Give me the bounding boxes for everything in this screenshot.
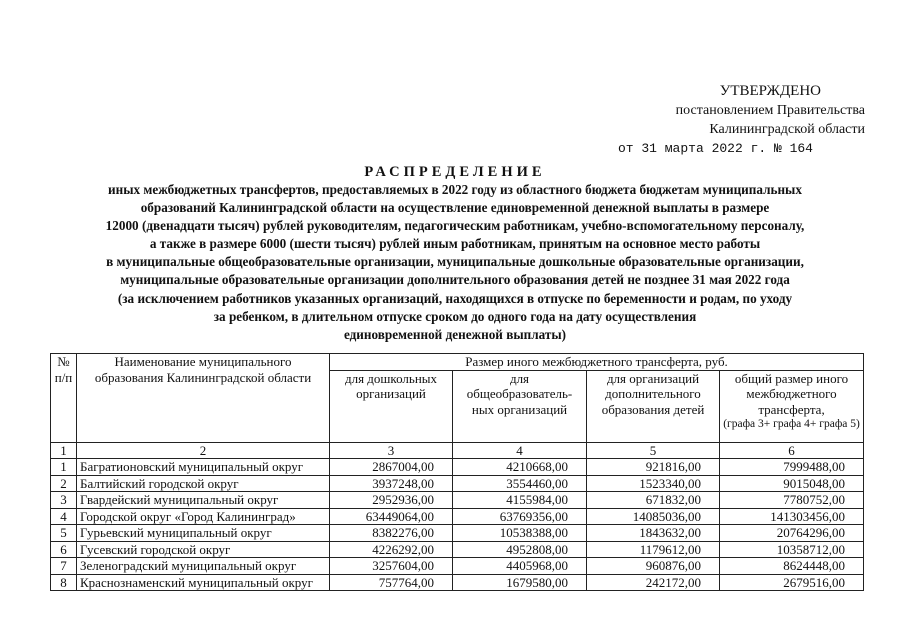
row-number: 6 — [51, 541, 77, 558]
preschool-amount: 4226292,00 — [330, 541, 453, 558]
heading-line: в муниципальные общеобразовательные организации, муниципальные дошкольные образовательные организации, — [106, 254, 804, 270]
preschool-amount: 3937248,00 — [330, 475, 453, 492]
table-row — [51, 508, 864, 525]
table-row — [51, 525, 864, 542]
table-row — [51, 541, 864, 558]
general-amount: 4155984,00 — [453, 492, 587, 509]
table-row — [51, 492, 864, 509]
approval-date: от 31 марта 2022 г. № 164 — [617, 141, 813, 156]
preschool-amount: 2867004,00 — [330, 459, 453, 476]
total-amount: 8624448,00 — [720, 558, 864, 575]
header-preschool: для дошкольных организаций — [330, 370, 453, 442]
additional-amount: 671832,00 — [587, 492, 720, 509]
header-general: для общеобразователь-ных организаций — [453, 370, 587, 442]
general-amount: 1679580,00 — [453, 574, 587, 591]
municipality-name: Гурьевский муниципальный округ — [77, 525, 330, 542]
header-num: № п/п — [51, 354, 77, 443]
heading-line: а также в размере 6000 (шести тысяч) рублей иным работникам, принятым на основное место работы — [149, 236, 761, 252]
row-number: 4 — [51, 508, 77, 525]
municipality-name: Багратионовский муниципальный округ — [77, 459, 330, 476]
municipality-name: Зеленоградский муниципальный округ — [77, 558, 330, 575]
header-total — [720, 370, 864, 442]
municipality-name: Городской округ «Город Калининград» — [77, 508, 330, 525]
distribution-table — [50, 353, 864, 591]
table-row — [51, 558, 864, 575]
total-amount: 20764296,00 — [720, 525, 864, 542]
row-number: 7 — [51, 558, 77, 575]
index-cell: 3 — [330, 442, 453, 459]
preschool-amount: 3257604,00 — [330, 558, 453, 575]
additional-amount: 1843632,00 — [587, 525, 720, 542]
general-amount: 63769356,00 — [453, 508, 587, 525]
general-amount: 4210668,00 — [453, 459, 587, 476]
index-cell: 5 — [587, 442, 720, 459]
index-cell: 1 — [51, 442, 77, 459]
table-row — [51, 574, 864, 591]
table-row — [51, 475, 864, 492]
additional-amount: 921816,00 — [587, 459, 720, 476]
additional-amount: 1179612,00 — [587, 541, 720, 558]
additional-amount: 1523340,00 — [587, 475, 720, 492]
municipality-name: Балтийский городской округ — [77, 475, 330, 492]
heading-line: 12000 (двенадцати тысяч) рублей руководителям, педагогическим работникам, учебно-вспомогательному персоналу, — [105, 218, 805, 234]
general-amount: 4405968,00 — [453, 558, 587, 575]
header-total-label: общий размер иного межбюджетного трансферта, — [734, 370, 849, 417]
total-amount: 141303456,00 — [720, 508, 864, 525]
heading-line: единовременной денежной выплаты) — [343, 326, 567, 342]
row-number: 3 — [51, 492, 77, 509]
additional-amount: 14085036,00 — [587, 508, 720, 525]
total-amount: 7780752,00 — [720, 492, 864, 509]
approval-title: УТВЕРЖДЕНО — [719, 83, 821, 99]
approval-line-1: постановлением Правительства — [675, 103, 865, 118]
general-amount: 10538388,00 — [453, 525, 587, 542]
header-additional: для организаций дополнительного образования детей — [587, 370, 720, 442]
total-amount: 7999488,00 — [720, 459, 864, 476]
index-cell: 2 — [77, 442, 330, 459]
approval-stamp — [605, 82, 865, 158]
general-amount: 4952808,00 — [453, 541, 587, 558]
table-row — [51, 459, 864, 476]
index-cell: 4 — [453, 442, 587, 459]
heading-line: образований Калининградской области на осуществление единовременной денежной выплаты в размере — [140, 200, 770, 216]
total-amount: 9015048,00 — [720, 475, 864, 492]
row-number: 1 — [51, 459, 77, 476]
additional-amount: 960876,00 — [587, 558, 720, 575]
heading-line: за ребенком, в длительном отпуске сроком до одного года на дату осуществления — [213, 308, 697, 324]
total-amount: 2679516,00 — [720, 574, 864, 591]
heading-line: муниципальные образовательные организации дополнительного образования детей не позднее 31 мая 2022 года — [120, 272, 790, 288]
header-name: Наименование муниципального образования Калининградской области — [77, 354, 330, 443]
heading-line: (за исключением работников указанных организаций, находящихся в отпуске по беременности и родам, по уходу — [117, 290, 793, 306]
document-heading — [40, 163, 870, 344]
preschool-amount: 63449064,00 — [330, 508, 453, 525]
approval-line-2: Калининградской области — [709, 122, 865, 137]
municipality-name: Гусевский городской округ — [77, 541, 330, 558]
document-title: РАСПРЕДЕЛЕНИЕ — [364, 164, 546, 180]
heading-line: иных межбюджетных трансфертов, предоставляемых в 2022 году из областного бюджета бюджетам муниципальных — [108, 182, 802, 197]
general-amount: 3554460,00 — [453, 475, 587, 492]
header-total-formula: (графа 3+ графа 4+ графа 5) — [723, 418, 860, 430]
index-cell: 6 — [720, 442, 864, 459]
preschool-amount: 757764,00 — [330, 574, 453, 591]
row-number: 8 — [51, 574, 77, 591]
municipality-name: Гвардейский муниципальный округ — [77, 492, 330, 509]
header-group: Размер иного межбюджетного трансферта, руб. — [330, 354, 864, 371]
additional-amount: 242172,00 — [587, 574, 720, 591]
row-number: 2 — [51, 475, 77, 492]
preschool-amount: 2952936,00 — [330, 492, 453, 509]
total-amount: 10358712,00 — [720, 541, 864, 558]
municipality-name: Краснознаменский муниципальный округ — [77, 574, 330, 591]
row-number: 5 — [51, 525, 77, 542]
column-index-row — [51, 442, 864, 459]
preschool-amount: 8382276,00 — [330, 525, 453, 542]
